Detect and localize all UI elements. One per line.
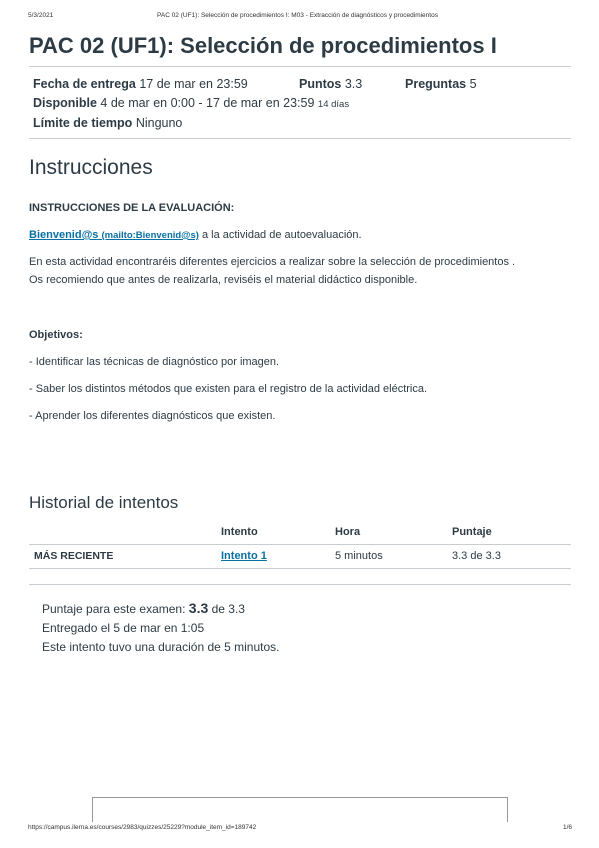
- page-number: 1/6: [562, 824, 572, 831]
- history-heading: Historial de intentos: [29, 493, 179, 512]
- score-prefix: Puntaje para este examen:: [42, 602, 186, 616]
- points-meta: [299, 77, 362, 91]
- column-header: Hora: [335, 526, 361, 538]
- table-divider: [29, 568, 571, 569]
- points-value: 3.3: [344, 77, 363, 91]
- quiz-meta-row-1: [33, 77, 248, 91]
- questions-meta: [405, 77, 477, 91]
- instructions-heading: Instrucciones: [29, 156, 153, 179]
- print-doc-title: PAC 02 (UF1): Selección de procedimientos I: M03 - Extracción de diagnósticos y procedimientos: [157, 12, 438, 19]
- row-label: MÁS RECIENTE: [34, 550, 114, 562]
- due-label: Fecha de entrega: [33, 77, 136, 91]
- table-divider: [29, 544, 571, 545]
- available-label: Disponible: [33, 96, 97, 110]
- available-days: 14 días: [317, 99, 350, 110]
- score-suffix: de 3.3: [211, 602, 245, 616]
- print-header: [28, 12, 571, 19]
- column-header: Puntaje: [452, 526, 492, 538]
- attempt-link[interactable]: Intento 1: [221, 550, 267, 562]
- intro-line-2: Os recomiendo que antes de realizarla, reviséis el material didáctico disponible.: [29, 274, 418, 286]
- questions-value: 5: [469, 77, 477, 91]
- welcome-link[interactable]: Bienvenid@s (mailto:Bienvenid@s): [29, 229, 199, 241]
- page-title: PAC 02 (UF1): Selección de procedimientos I: [29, 33, 497, 58]
- questions-label: Preguntas: [405, 77, 467, 91]
- score-value: 3.3: [188, 600, 209, 616]
- available-value: 4 de mar en 0:00 - 17 de mar en 23:59: [100, 96, 315, 110]
- next-content-box: [92, 797, 508, 822]
- attempt-time: 5 minutos: [335, 550, 383, 562]
- objective-item: - Identificar las técnicas de diagnóstico por imagen.: [29, 356, 280, 368]
- available-meta: [33, 96, 349, 110]
- time-limit-label: Límite de tiempo: [33, 116, 133, 130]
- intro-line-1: En esta actividad encontraréis diferentes ejercicios a realizar sobre la selección de procedimientos .: [29, 256, 516, 268]
- score-summary: [42, 600, 245, 616]
- submitted-text: Entregado el 5 de mar en 1:05: [42, 621, 205, 635]
- points-label: Puntos: [299, 77, 342, 91]
- print-date: 5/3/2021: [28, 12, 54, 19]
- due-value: 17 de mar en 23:59: [139, 77, 248, 91]
- objective-item: - Aprender los diferentes diagnósticos que existen.: [29, 410, 276, 422]
- divider: [29, 138, 571, 139]
- eval-instructions-heading: INSTRUCCIONES DE LA EVALUACIÓN:: [29, 202, 235, 214]
- attempt-score: 3.3 de 3.3: [452, 550, 501, 562]
- column-header: Intento: [221, 526, 258, 538]
- objectives-heading: Objetivos:: [29, 329, 83, 341]
- divider: [29, 584, 571, 585]
- welcome-rest: a la actividad de autoevaluación.: [201, 229, 362, 241]
- duration-text: Este intento tuvo una duración de 5 minutos.: [42, 640, 280, 654]
- welcome-line: [29, 226, 362, 245]
- print-url: https://campus.ilerna.es/courses/2983/quizzes/25229?module_item_id=189742: [28, 824, 257, 831]
- time-limit-value: Ninguno: [135, 116, 183, 130]
- divider: [29, 66, 571, 67]
- objective-item: - Saber los distintos métodos que existen para el registro de la actividad eléctrica.: [29, 383, 428, 395]
- time-limit-meta: [33, 116, 182, 130]
- print-footer: [28, 824, 572, 831]
